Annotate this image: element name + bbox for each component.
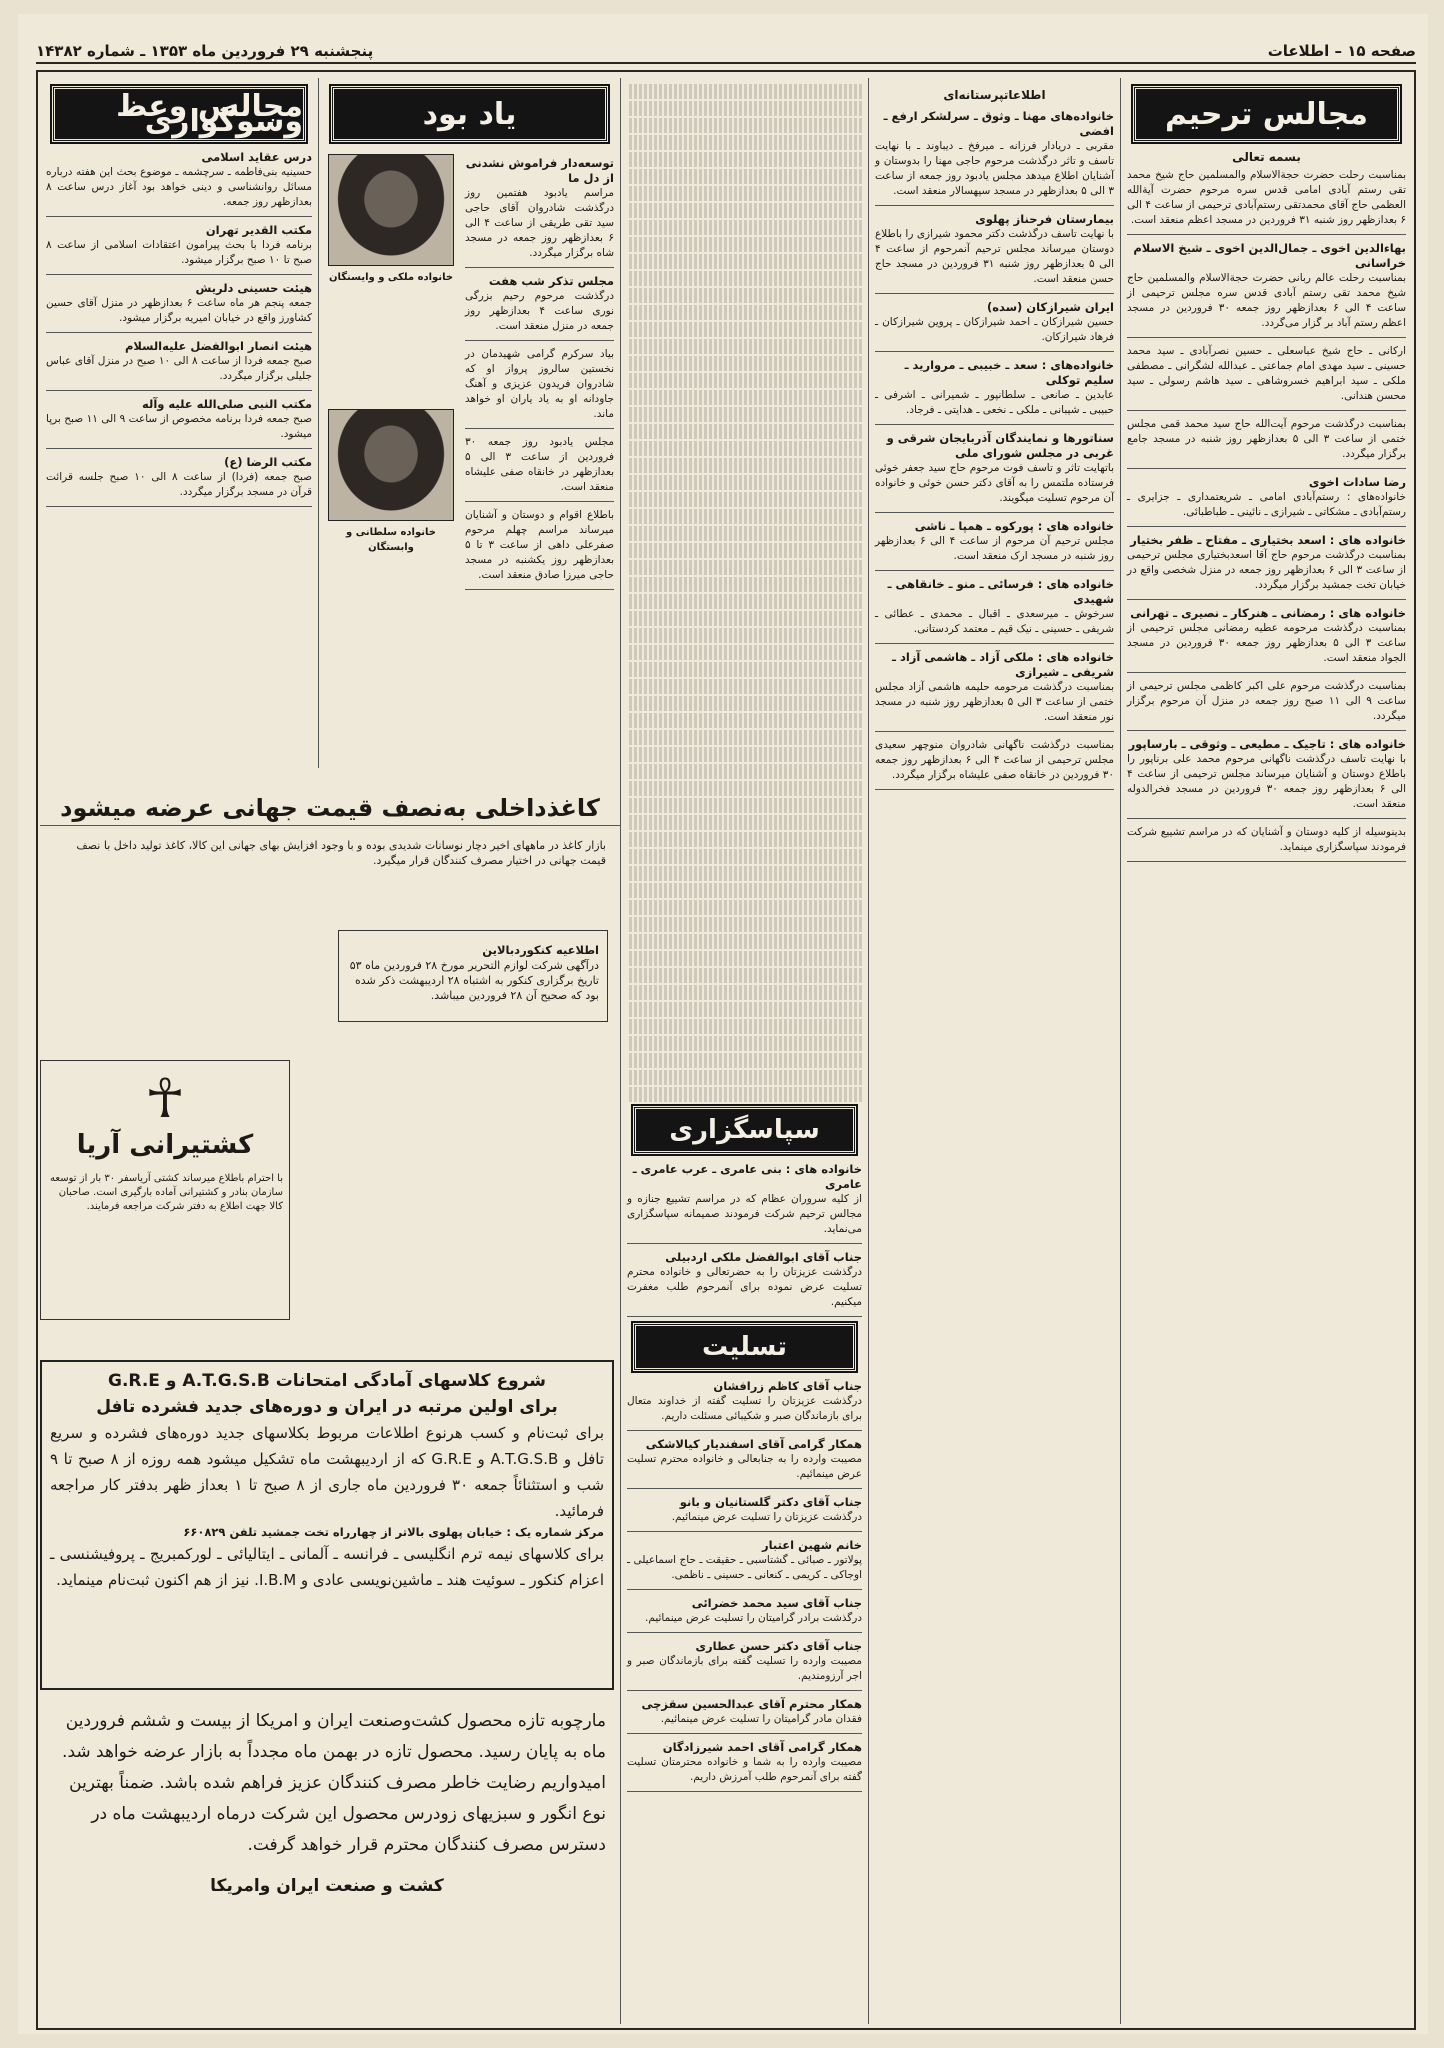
divider	[465, 589, 614, 590]
notice-text: بمناسبت درگذشت ناگهانی شادروان منوچهر سعیدی مجلس ترحیمی از ساعت ۴ الی ۶ بعدازظهر روز جمعه ۳۰ فروردین در خانقاه صفی علیشاه برگزار میگردد.	[875, 739, 1115, 781]
courses-title: شروع کلاسهای آمادگی امتحانات A.T.G.S.B و G.R.E	[108, 1371, 546, 1391]
notice-text: از کلیه سروران عظام که در مراسم تشییع جنازه و مجالس ترحیم شرکت فرمودند صمیمانه سپاسگزاری می‌نماید.	[627, 1193, 862, 1235]
notice-heading: درس عقاید اسلامی	[201, 150, 312, 164]
notice-item	[875, 577, 1114, 644]
exam-notice-text: درآگهی شرکت لوازم التحریر مورخ ۲۸ فروردین ماه ۵۳ تاریخ برگزاری کنکور به اشتباه ۲۸ اردیبهشت ذکر شده بود که صحیح آن ۲۸ فروردین میباشد.	[349, 959, 599, 1002]
portrait-photo	[328, 409, 454, 521]
notice-text: باطلاع اقوام و دوستان و آشنایان میرساند مراسم چهلم مرحوم صفرعلی داهی از ساعت ۳ تا ۵ بعدازظهر روز یکشنبه در مسجد حاجی میرزا صادق منعقد است.	[465, 509, 614, 581]
notice-item	[1127, 417, 1406, 469]
notice-item	[875, 431, 1114, 513]
notice-heading: جناب آقای سید محمد خضرائی	[691, 1596, 862, 1610]
notice-text: درگذشت برادر گرامیتان را تسلیت عرض مینمائیم.	[645, 1612, 862, 1624]
notice-heading: جناب آقای کاظم زرافشان	[713, 1379, 862, 1393]
notice-item	[465, 156, 614, 268]
notice-item	[46, 150, 312, 217]
divider	[465, 501, 614, 502]
notice-text: بمناسبت درگذشت مرحوم علی اکبر کاظمی مجلس ترحیمی از ساعت ۹ الی ۱۱ صبح روز جمعه در منزل آن مرحوم برگزار میگردد.	[1127, 680, 1406, 722]
notice-text: صبح جمعه فردا برنامه مخصوص از ساعت ۹ الی ۱۱ صبح برپا میشود.	[46, 413, 313, 440]
notice-heading: هیئت انصار ابوالفضل علیه‌السلام	[124, 339, 312, 353]
portrait-photo	[328, 154, 454, 266]
remembrance-banner: یاد بود	[331, 86, 608, 142]
divider	[627, 1488, 862, 1489]
courses-note: برای کلاسهای نیمه ترم انگلیسی ـ فرانسه ـ آلمانی ـ ایتالیائی ـ لورکمبریج ـ پروفیشنسی ـ اعزام کنکور ـ سوئیت هند ـ ماشین‌نویسی عادی و I.B.M. نیز از هم اکنون ثبت‌نام مینماید.	[50, 1545, 604, 1589]
notice-text: درگذشت عزیزتان را به حضرتعالی و خانواده محترم تسلیت عرض نموده برای آنمرحوم طلب مغفرت میکنیم.	[627, 1266, 862, 1308]
divider	[627, 1632, 862, 1633]
divider	[875, 512, 1114, 513]
divider	[875, 293, 1114, 294]
notice-heading: جناب آقای دکتر حسن عطاری	[695, 1639, 862, 1653]
divider	[875, 351, 1114, 352]
notice-text: باتهایت تاثر و تاسف فوت مرحوم حاج سید جعفر خوئی فرستاده ملتمس را به آقای دکتر حسن خوئی و خانواده آن مرحوم تسلیت میگویند.	[875, 462, 1114, 504]
notice-item	[1127, 679, 1406, 731]
basmala: بسمه تعالی	[1232, 150, 1301, 164]
notice-text: حسینیه بنی‌فاطمه ـ سرچشمه ـ موضوع بحث این هفته درباره مسائل روانشناسی و دینی خواهد بود آغاز درس ساعت ۸ بعدازظهر روز جمعه.	[46, 166, 312, 208]
courses-address: مرکز شماره یک : خیابان پهلوی بالاتر از چهارراه تخت جمشید تلفن ۶۶۰۸۲۹	[183, 1525, 604, 1539]
notice-heading: مکتب القدیر تهران	[205, 223, 312, 237]
notice-item	[46, 455, 312, 507]
notice-item	[627, 1379, 862, 1431]
col3-list-a	[627, 1162, 862, 1317]
divider	[627, 1316, 862, 1317]
notice-text: صبح جمعه (فردا) از ساعت ۸ الی ۱۰ صبح جلسه قرائت قرآن در مسجد برگزار میگردد.	[46, 471, 312, 498]
notice-text: بمناسبت درگذشت مرحومه عطیه رمضانی مجلس ترحیمی از ساعت ۳ الی ۵ بعدازظهر روز جمعه ۳۰ فروردین در مسجد الجواد منعقد است.	[1127, 622, 1407, 664]
notice-item	[46, 397, 312, 449]
page-header	[36, 40, 1416, 64]
agriculture-signature: کشت و صنعت ایران وامریکا	[210, 1876, 444, 1896]
notice-item	[627, 1740, 862, 1792]
divider	[465, 267, 614, 268]
notice-text: مجلس یادبود روز جمعه ۳۰ فروردین از ساعت ۳ الی ۵ بعدازظهر در خانقاه صفی علیشاه منعقد است.	[465, 436, 614, 493]
notice-text: با نهایت تاسف درگذشت دکتر محمود شیرازی را باطلاع دوستان میرساند مجلس ترحیم آنمرحوم از ساعت ۴ الی ۵ بعدازظهر روز شنبه ۳۱ فروردین در مسجد حاج حسن منعقد است.	[875, 228, 1114, 285]
divider	[875, 424, 1114, 425]
notice-heading: خانواده‌های مهنا ـ وثوق ـ سرلشکر ارفع ـ افضی	[883, 109, 1114, 138]
notice-item	[1127, 825, 1406, 862]
column-memorial-gatherings	[1120, 78, 1412, 2024]
aria-text: با احترام باطلاع میرساند کشتی آریا‌سفر ۳۰ بار از توسعه سازمان بنادر و کشتیرانی آماده بارگیری است. صاحبان کالا جهت اطلاع به دفتر شرکت مراجعه فرمایند.	[50, 1173, 283, 1212]
notice-item	[1127, 606, 1406, 673]
col3-list-b	[627, 1379, 862, 1792]
divider	[1127, 526, 1406, 527]
notice-heading: ایران شیرازکان (سده)	[987, 300, 1114, 314]
notice-item	[627, 1437, 862, 1489]
notice-item	[465, 435, 614, 502]
divider	[465, 340, 614, 341]
notice-heading: هیئت حسینی دلریش	[195, 281, 312, 295]
divider	[875, 205, 1114, 206]
notice-item	[46, 223, 312, 275]
notice-heading: خانواده های : فرسائی ـ منو ـ خانقاهی ـ شهیدی	[887, 577, 1114, 606]
column-sermons	[40, 78, 318, 768]
paper-price-headline: کاغذداخلی به‌نصف قیمت جهانی عرضه میشود	[40, 790, 620, 826]
divider	[46, 448, 312, 449]
divider	[875, 643, 1114, 644]
issue-date: پنجشنبه ۲۹ فروردین ماه ۱۳۵۳ ـ شماره ۱۴۳۸۲	[36, 42, 374, 60]
notice-item	[875, 650, 1114, 732]
notice-text: ارکانی ـ حاج شیخ عباسعلی ـ حسین نصرآبادی ـ سید محمد حسینی ـ سید مهدی امام جماعتی ـ عبدالله لشگرانی ـ مصطفی ملکی ـ سید ابراهیم خسروشاهی ـ سید هاشم رسولی ـ سید محسن هندانی.	[1127, 345, 1406, 402]
column-remembrance	[318, 78, 620, 768]
notice-text: با نهایت تاسف درگذشت ناگهانی مرحوم محمد علی برناپور را باطلاع دوستان و آشنایان میرساند مجلس ترحیمی از ساعت ۴ الی ۶ بعدازظهر روز جمعه ۳۰ فروردین در مسجد فخرالدوله منعقد است.	[1127, 753, 1406, 810]
notice-heading: خانواده‌های : سعد ـ خبیبی ـ مروارید ـ سلیم توکلی	[904, 358, 1114, 387]
divider	[1127, 672, 1406, 673]
remembrance-row	[325, 150, 614, 596]
notice-text: درگذشت عزیزتان را تسلیت عرض مینمائیم.	[671, 1511, 862, 1523]
notice-item	[1127, 241, 1406, 338]
col2-header: اطلاعاتپرستانه‌ای	[943, 88, 1046, 102]
notice-item	[46, 339, 312, 391]
notice-text: مقربی ـ دریادار فرزانه ـ میرفخ ـ دیباوند ـ با نهایت تاسف و تاثر درگذشت مرحوم حاجی مهنا را بدوستان و آشنایان اطلاع میدهد مجلس یادبود روز جمعه از ساعت ۳ الی ۵ بعدازظهر در مسجد سپهسالار منعقد است.	[875, 140, 1114, 197]
divider	[46, 332, 312, 333]
notice-text: بمناسبت رحلت حضرت حجةالاسلام والمسلمین حاج شیخ محمد تقی رستم آبادی امامی قدس سره مرحوم حضرت آیةالله العظمی حاج آقای محمدتقی رستم‌آبادی ترحیمی از ساعت ۴ الی ۶ بعدازظهر روز شنبه ۳۱ فروردین در مسجد اعظم منعقد است.	[1127, 169, 1406, 226]
notice-text: بمناسبت درگذشت مرحومه حلیمه هاشمی آزاد مجلس ختمی از ساعت ۳ الی ۵ بعدازظهر روز شنبه در مسجد نور منعقد است.	[875, 681, 1114, 723]
notice-item	[1127, 737, 1406, 819]
notice-text: بدینوسیله از کلیه دوستان و آشنایان که در مراسم تشییع شرکت فرمودند سپاسگزاری مینماید.	[1127, 826, 1406, 853]
notice-text: جمعه پنجم هر ماه ساعت ۶ بعدازظهر در منزل آقای حسین کشاورز واقع در خیابان امیریه برگزار میشود.	[46, 297, 312, 324]
notice-item	[465, 508, 614, 590]
notice-text: حسین شیرازکان ـ احمد شیرازکان ـ پروین شیرازکان ـ فرهاد شیرازکان.	[875, 316, 1114, 343]
thanks-banner: سپاسگزاری	[633, 1106, 856, 1154]
aria-shipping-ad	[40, 1060, 290, 1320]
notice-heading: خانم شهین اعتبار	[761, 1538, 862, 1552]
notice-item	[627, 1639, 862, 1691]
agriculture-text: مارچوبه تازه محصول کشت‌وصنعت ایران و امریکا از بیست و ششم فروردین ماه به پایان رسید. محصول تازه در بهمن ماه مجدداً به بازار عرضه خواهد شد. امیدواریم رضایت خاطر مصرف کنندگان عزیز فراهم شده باشد. ضمناً بهترین نوع انگور و سبزیهای زودرس محصول این شرکت درماه اردیبهشت ماه در دسترس مصرف کنندگان محترم قرار خواهد گرفت.	[62, 1711, 606, 1855]
notice-item	[875, 109, 1114, 206]
notice-text: مراسم یادبود هفتمین روز درگذشت شادروان آقای حاجی سید تقی طریقی از ساعت ۴ الی ۶ بعدازظهر روز جمعه در مسجد شاه برگزار میگردد.	[465, 187, 614, 259]
notice-item	[627, 1162, 862, 1244]
notice-text: بمناسبت درگذشت مرحوم حاج آقا اسعدبختیاری مجلس ترحیمی از ساعت ۳ الی ۶ بعدازظهر روز جمعه در منزل شخصی واقع در خیابان تخت جمشید برگزار میگردد.	[1127, 549, 1406, 591]
col5-list	[46, 150, 312, 507]
divider	[627, 1791, 862, 1792]
notice-text: سرخوش ـ میرسعدی ـ اقبال ـ محمدی ـ عطائی ـ شریفی ـ حسینی ـ نیک قیم ـ معتمد کردستانی.	[875, 608, 1114, 635]
notice-text: بمناسبت رحلت عالم ربانی حضرت حجةالاسلام والمسلمین حاج شیخ محمد تقی رستم آبادی قدس سره مجلس ترحیمی از ساعت ۴ الی ۶ بعدازظهر روز جمعه ۳۰ فروردین در مسجد اعظم رستم آباد بر گزار می‌گردد.	[1127, 272, 1407, 329]
notice-item	[875, 300, 1114, 352]
notice-text: بمناسبت درگذشت مرحوم آیت‌الله حاج سید محمد قمی مجلس ختمی از ساعت ۳ الی ۵ بعدازظهر روز شنبه در مسجد جامع برگزار میگردد.	[1127, 418, 1406, 460]
divider	[627, 1531, 862, 1532]
notice-heading: خانواده های : اسعد بختیاری ـ مفتاح ـ ظفر بختیار	[1130, 533, 1406, 547]
photo-caption: خانواده ملکی و وایسنگان	[328, 272, 454, 283]
notice-text: درگذشت عزیزتان را تسلیت گفته از خداوند متعال برای بازماندگان صبر و شکیبائی مسئلت داریم.	[627, 1395, 862, 1422]
notice-text: مجلس ترحیم آن مرحوم از ساعت ۴ الی ۶ بعدازظهر روز شنبه در مسجد ارک منعقد است.	[875, 535, 1114, 562]
notice-item	[1127, 533, 1406, 600]
page-label: صفحه ۱۵ – اطلاعات	[1267, 42, 1416, 60]
notice-item	[627, 1697, 862, 1734]
divider	[627, 1589, 862, 1590]
divider	[46, 216, 312, 217]
divider	[627, 1690, 862, 1691]
notice-item	[46, 281, 312, 333]
divider	[627, 1430, 862, 1431]
notice-heading: مکتب الرضا (ع)	[224, 455, 312, 469]
notice-text: خانواده‌های : رستم‌آبادی امامی ـ شریعتمداری ـ جزایری ـ رستم‌آبادی ـ مشکاتی ـ شیرازی ـ نائینی ـ طباطبائی.	[1127, 491, 1406, 518]
col2-list	[875, 109, 1114, 790]
notice-heading: مجلس تذکر شب هفت	[488, 274, 614, 288]
notice-heading: همکار گرامی آقای احمد شیرزادگان	[662, 1740, 862, 1754]
notice-heading: بیمارستان فرحناز پهلوی	[975, 212, 1114, 226]
sermons-banner: مجالس وعظ وسوگواری	[52, 86, 306, 142]
divider	[875, 570, 1114, 571]
notice-heading: خانواده های : رمضانی ـ هنرکار ـ نصیری ـ تهرانی	[1130, 606, 1406, 620]
photo-column	[325, 150, 457, 596]
notice-item	[875, 212, 1114, 294]
exam-courses-ad	[40, 1360, 614, 1690]
notice-text: برنامه فردا با بحث پیرامون اعتقادات اسلامی از ساعت ۸ صبح تا ۱۰ صبح برگزار میشود.	[46, 239, 312, 266]
column-notices	[868, 78, 1120, 2024]
notice-text: پولاتور ـ صبائی ـ گشتاسبی ـ حقیقت ـ حاج اسماعیلی ـ اوجاکی ـ کریمی ـ کنعانی ـ حسینی ـ ناظمی.	[627, 1554, 862, 1581]
notice-heading: خانواده های : بنی عامری ـ عرب عامری ـ عامری	[632, 1162, 862, 1191]
divider	[1127, 730, 1406, 731]
divider	[1127, 234, 1406, 235]
notice-item	[627, 1596, 862, 1633]
divider	[1127, 337, 1406, 338]
notice-heading: بهاءالدین اخوی ـ جمال‌الدین اخوی ـ شیخ الاسلام خراسانی	[1133, 241, 1406, 270]
notice-text: بیاد سرکرم گرامی شهیدمان در نخستین سالروز پرواز او که شادروان فریدون عزیزی و آهنگ جاودانه او به یاد یاران او خواهد ماند.	[465, 348, 614, 420]
divider	[1127, 468, 1406, 469]
notice-item	[627, 1538, 862, 1590]
divider	[1127, 861, 1406, 862]
notice-heading: رضا سادات اخوی	[1308, 475, 1406, 489]
notice-text: مصیبت وارده را به جنابعالی و خانواده محترم تسلیت عرض مینمائیم.	[627, 1453, 862, 1480]
divider	[46, 506, 312, 507]
notice-heading: خانواده های : پورکوه ـ همپا ـ ناشی	[914, 519, 1114, 533]
notice-text: درگذشت مرحوم رحیم بزرگی نوری ساعت ۴ بعدازظهر روز جمعه در منزل منعقد است.	[465, 290, 614, 332]
notice-text: مصیبت وارده را به شما و خانواده محترمتان تسلیت گفته برای آنمرحوم طلب آمرزش داریم.	[627, 1756, 862, 1783]
divider	[627, 1243, 862, 1244]
notice-heading: مکتب النبی صلی‌الله علیه وآله	[142, 397, 312, 411]
memorial-gatherings-banner: مجالس ترحیم	[1133, 86, 1400, 142]
remembrance-text	[465, 150, 614, 596]
notice-heading: خانواده های : ملکی آزاد ـ هاشمی آزاد ـ شریفی ـ شیرازی	[892, 650, 1114, 679]
aria-brand: کشتیرانی آریا	[76, 1130, 254, 1160]
divider	[1127, 410, 1406, 411]
notice-item	[1127, 168, 1406, 235]
notice-item	[627, 1250, 862, 1317]
notice-heading: همکار گرامی آقای اسفندیار کیالاشکی	[645, 1437, 862, 1451]
divider	[465, 428, 614, 429]
courses-subtitle: برای اولین مرتبه در ایران و دوره‌های جدید فشرده تافل	[96, 1397, 558, 1417]
notice-heading: سناتورها و نمایندگان آذربایجان شرقی و غربی در مجلس شورای ملی	[886, 431, 1114, 460]
notice-heading: توسعه‌دار فراموش نشدنی از دل ما	[465, 156, 614, 185]
col1-list	[1127, 168, 1406, 862]
notice-item	[1127, 475, 1406, 527]
notice-item	[465, 274, 614, 341]
column-thanks-condolences	[620, 78, 868, 2024]
paper-price-article: بازار کاغذ در ماههای اخیر دچار نوسانات شدیدی بوده و با وجود افزایش بهای جهانی این کالا، کاغذ تولید داخل با نصف قیمت جهانی در اختیار مصرف کنندگان قرار میگیرد.	[76, 839, 606, 867]
notice-text: مصیبت وارده را تسلیت گفته برای بازماندگان صبر و اجر آرزومندیم.	[627, 1655, 862, 1682]
notice-text: فقدان مادر گرامیتان را تسلیت عرض مینمائیم.	[660, 1713, 862, 1725]
notice-item	[875, 358, 1114, 425]
agriculture-ad	[40, 1700, 614, 2030]
notice-item	[875, 738, 1114, 790]
divider	[46, 274, 312, 275]
photo-caption: خانواده سلطانی و وابستگان	[346, 527, 436, 553]
notice-heading: خانواده های : تاجیک ـ مطیعی ـ وثوقی ـ بارساپور	[1128, 737, 1406, 751]
condolence-banner: تسلیت	[633, 1323, 856, 1371]
notice-item	[875, 519, 1114, 571]
divider	[627, 1733, 862, 1734]
divider	[1127, 599, 1406, 600]
faravahar-icon: ☥	[144, 1067, 186, 1130]
notice-item	[465, 347, 614, 429]
divider	[46, 390, 312, 391]
notice-item	[1127, 344, 1406, 411]
notice-heading: جناب آقای دکتر گلستانیان و بانو	[679, 1495, 862, 1509]
divider	[875, 789, 1114, 790]
notice-text: عابدین ـ صانعی ـ سلطانپور ـ شمیرانی ـ اشرفی ـ حبیبی ـ شیبانی ـ ملکی ـ نخعی ـ هدایتی ـ فرجاد.	[875, 389, 1114, 416]
divider	[1127, 818, 1406, 819]
exam-notice-title: اطلاعیه کنکوردبالاین	[482, 943, 599, 957]
exam-notice	[338, 930, 608, 1022]
divider	[875, 731, 1114, 732]
notice-item	[627, 1495, 862, 1532]
notice-text: صبح جمعه فردا از ساعت ۸ الی ۱۰ صبح در منزل آقای عباس جلیلی برگزار میگردد.	[46, 355, 312, 382]
notice-heading: جناب آقای ابوالفضل ملکی اردبیلی	[665, 1250, 862, 1264]
notice-heading: همکار محترم آقای عبدالحسین سقزچی	[641, 1697, 862, 1711]
courses-body: برای ثبت‌نام و کسب هرنوع اطلاعات مربوط بکلاسهای جدید دوره‌های فشرده و سریع تافل و A.T.G.S.B و G.R.E که از اردیبهشت ماه تشکیل میشود همه روزه از ۸ صبح تا ۹ شب و استثنائاً جمعه ۳۰ فروردین ماه جاری از ۸ صبح تا ۱ بعداز ظهر بدفتر کار مراجعه فرمائید.	[50, 1424, 605, 1520]
